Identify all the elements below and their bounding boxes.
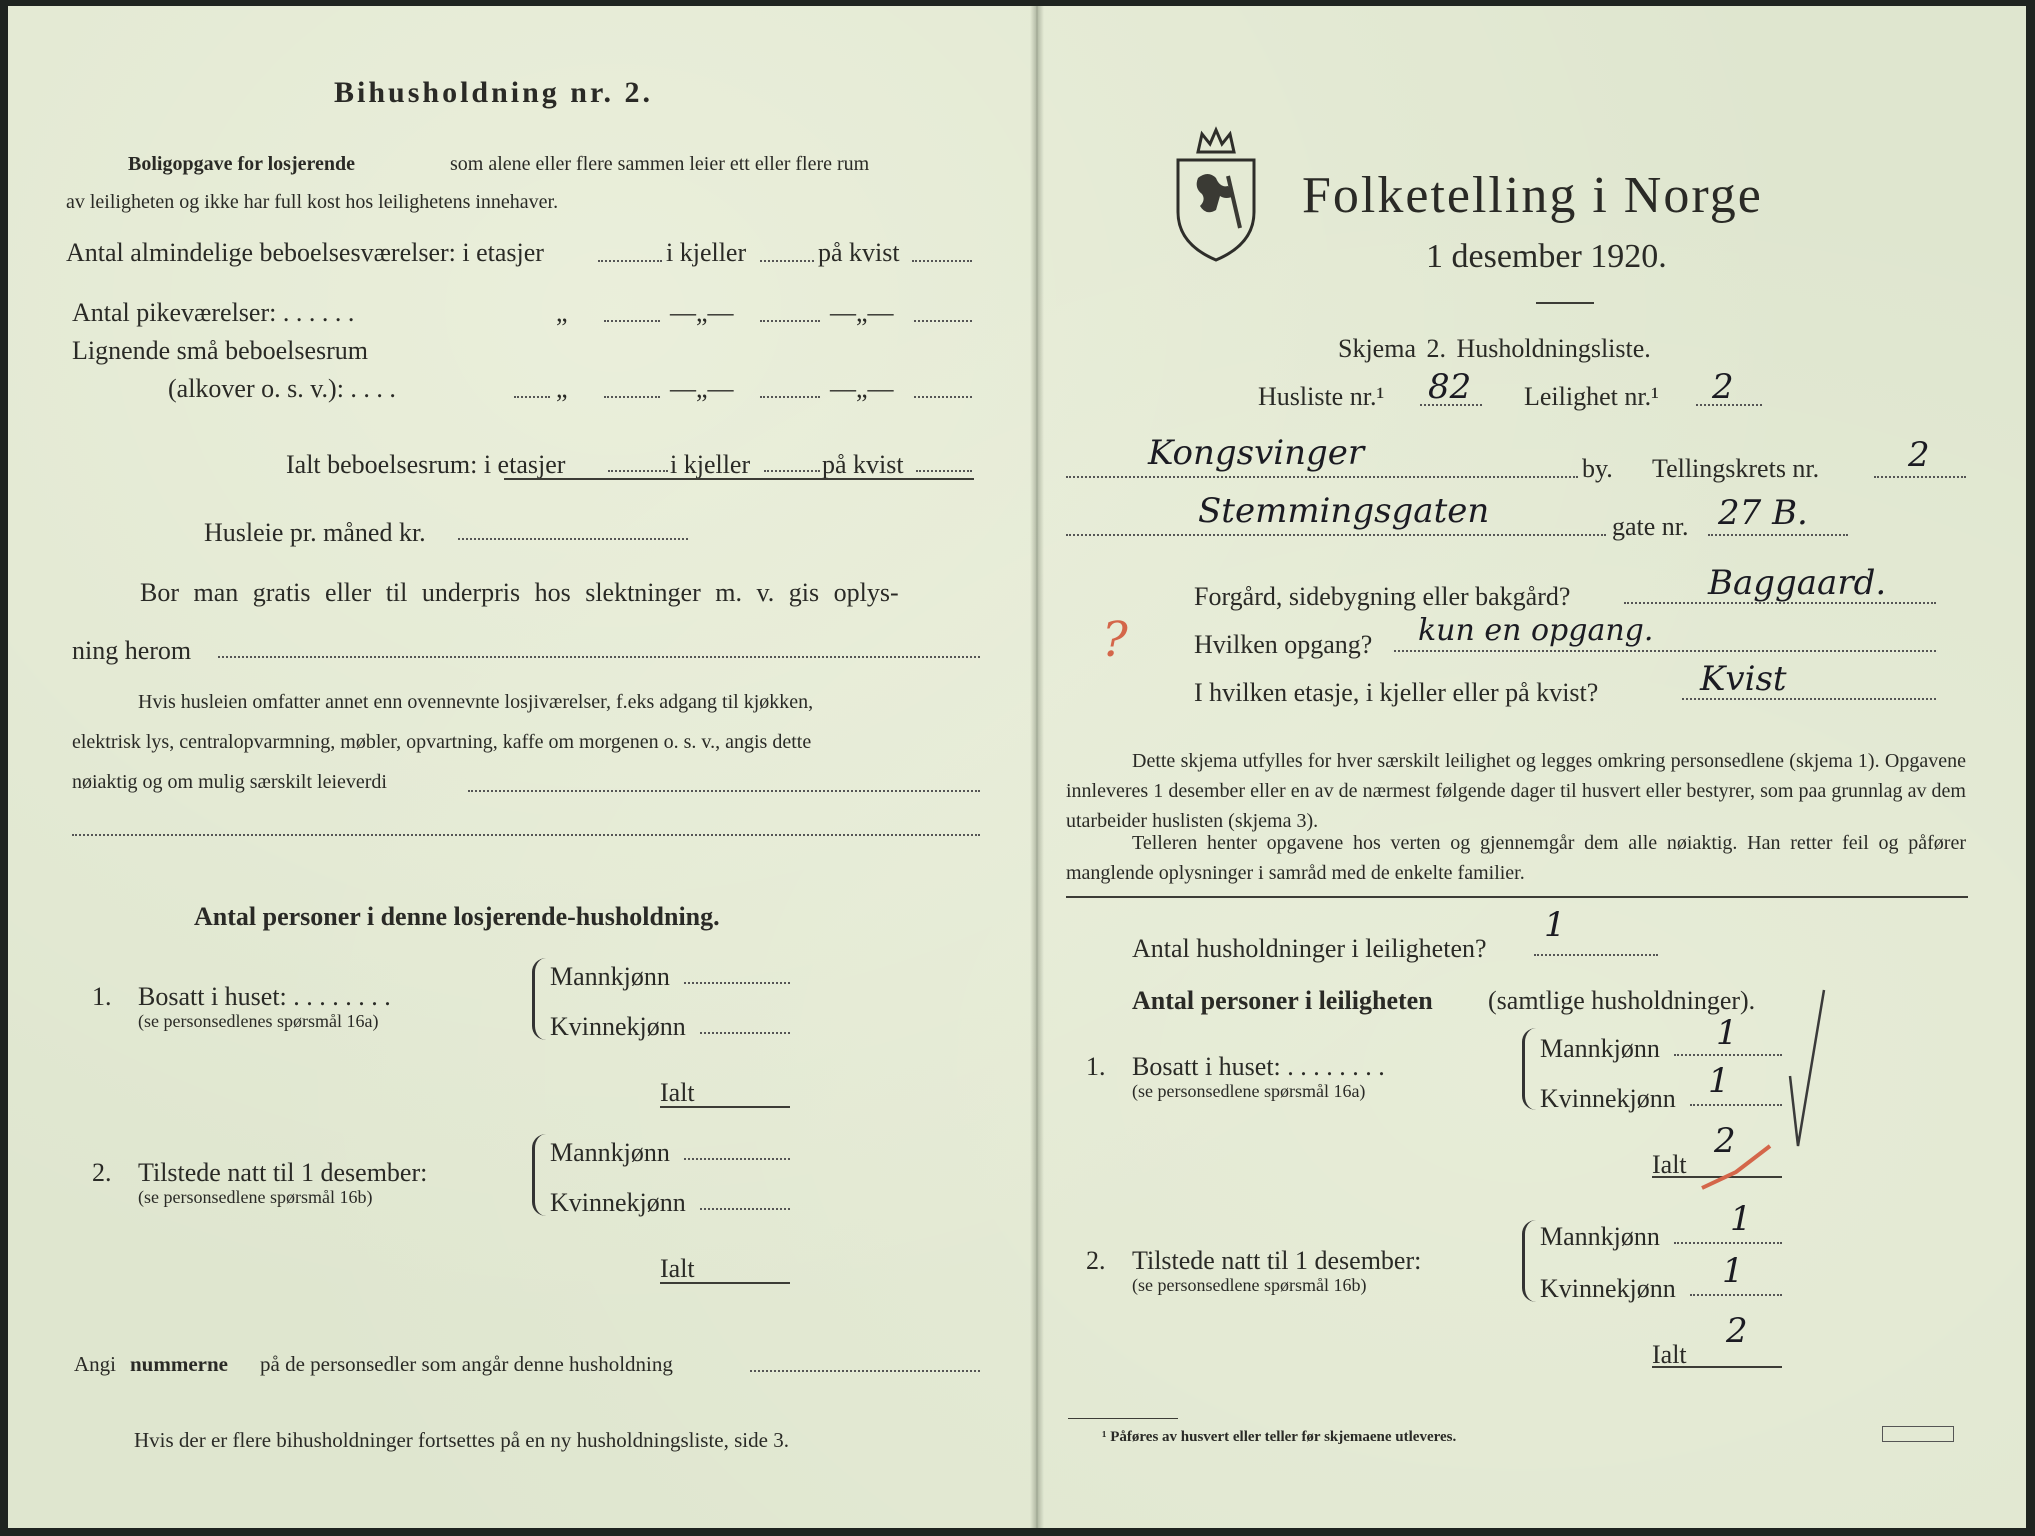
right-q2-kvinne: Kvinnekjønn [1540,1274,1676,1303]
right-q2-ialt: Ialt [1652,1340,1687,1369]
alkover-line-2 [760,396,820,398]
forgard-line [1624,602,1936,604]
ialt-rooms-kjeller: i kjeller [670,450,751,479]
right-q2-ialt-value: 2 [1726,1311,1748,1351]
right-title: Folketelling i Norge [1302,167,1763,224]
left-q1-brace [532,958,549,1040]
left-q1-mann-line [684,982,790,984]
left-footer: Hvis der er flere bihusholdninger fortsettes på en ny husholdningsliste, side 3. [134,1428,789,1452]
right-q2-kvinne-value: 1 [1722,1251,1744,1291]
right-q1-ref: (se personsedlene spørsmål 16a) [1132,1081,1366,1101]
left-q2-ialt-line [660,1282,790,1284]
alkover-ditto-2: —„— [670,374,734,403]
left-q2-label: Tilstede natt til 1 desember: [138,1158,428,1187]
right-q1-kvinne: Kvinnekjønn [1540,1084,1676,1113]
rooms-kvist-line [912,260,972,262]
ialt-rooms-label: Ialt beboelsesrum: i etasjer [286,450,566,479]
krets-line [1874,476,1966,478]
rent-label: Husleie pr. måned kr. [204,518,426,547]
left-q1-num: 1. [92,982,112,1011]
etasje-line [1682,698,1936,700]
etasje-label: I hvilken etasje, i kjeller eller på kvist? [1194,678,1599,707]
left-q2-kvinne: Kvinnekjønn [550,1188,686,1217]
right-q1-num: 1. [1086,1052,1106,1081]
right-q1-label: Bosatt i huset: . . . . . . . . [1132,1052,1385,1081]
page-fold [1030,6,1044,1528]
right-q2-ialt-line [1652,1366,1782,1368]
left-q1-kvinne: Kvinnekjønn [550,1012,686,1041]
left-q2-num: 2. [92,1158,112,1187]
rooms-kjeller-label: i kjeller [666,238,747,267]
norwegian-coat-of-arms-icon [1168,116,1264,266]
opgang-line [1394,650,1936,652]
etasje-value: Kvist [1700,659,1787,699]
krets-label: Tellingskrets nr. [1652,454,1820,483]
alkover-label: (alkover o. s. v.): . . . . [168,374,396,403]
rooms-kvist-label: på kvist [818,238,900,267]
date-rule [1536,302,1594,304]
alkover-line-3 [914,396,972,398]
by-line [1066,476,1578,478]
info-rule [1066,896,1968,898]
alkover-ditto: „ [556,374,568,403]
hush-line [1534,954,1658,956]
right-q1-kvinne-line [1690,1104,1782,1106]
forgard-label: Forgård, sidebygning eller bakgård? [1194,582,1571,611]
right-persons-rest: (samtlige husholdninger). [1488,986,1756,1015]
footnote-text: ¹ Påføres av husvert eller teller før skjemaene utleveres. [1102,1429,1457,1445]
ialt-rooms-kvist: på kvist [822,450,904,479]
rooms-kjeller-line [760,260,814,262]
red-check-mark [1696,1136,1776,1196]
leilighet-line [1696,404,1762,406]
husliste-label: Husliste nr.¹ [1258,382,1385,411]
gate-line [1066,534,1606,536]
forgard-value: Baggaard. [1708,563,1887,603]
alkover-line-1 [604,396,660,398]
hush-label: Antal husholdninger i leiligheten? [1132,934,1487,963]
gate-nr-value: 27 B. [1718,493,1808,533]
right-q1-mann-line [1674,1054,1782,1056]
intro-line2: av leiligheten og ikke har full kost hos leilighetens innehaver. [66,191,559,213]
census-form-sheet [8,6,2026,1528]
ialt-rooms-kvist-line [916,470,972,472]
gate-value: Stemmingsgaten [1198,491,1490,531]
intro-bold: Boligopgave for losjerende [128,153,356,175]
husliste-line [1420,404,1482,406]
leilighet-value: 2 [1712,367,1734,407]
krets-value: 2 [1908,435,1930,475]
pike-ditto: „ [556,298,568,327]
right-q2-mann-value: 1 [1730,1199,1752,1239]
intro-rest: som alene eller flere sammen leier ett eller flere rum [450,153,870,175]
right-q1-mann-value: 1 [1716,1013,1738,1053]
right-q2-num: 2. [1086,1246,1106,1275]
right-q1-ialt: Ialt [1652,1150,1687,1179]
angi-bold: nummerne [130,1352,228,1376]
right-q2-mann-line [1674,1242,1782,1244]
red-pencil-mark: ? [1102,612,1128,668]
right-q2-kvinne-line [1690,1294,1782,1296]
pike-line-3 [914,320,972,322]
right-date: 1 desember 1920. [1426,238,1667,275]
left-q2-brace [532,1134,549,1216]
right-q2-mann: Mannkjønn [1540,1222,1660,1251]
left-title: Bihusholdning nr. 2. [334,76,654,109]
left-q1-mann: Mannkjønn [550,962,670,991]
tick-mark [1784,986,1834,1156]
angi-pre: Angi [74,1352,116,1376]
extra-line2: elektrisk lys, centralopvarmning, møbler, opvartning, kaffe om morgenen o. s. v., angis dette [72,731,812,753]
left-q1-label: Bosatt i huset: . . . . . . . . [138,982,391,1011]
right-q1-mann: Mannkjønn [1540,1034,1660,1063]
pike-ditto-3: —„— [830,298,894,327]
angi-post: på de personsedler som angår denne husholdning [260,1352,673,1376]
husliste-value: 82 [1428,367,1472,407]
schema-label: Skjema 2. Husholdningsliste. [1338,334,1651,363]
right-q1-ialt-value: 2 [1714,1121,1736,1161]
left-q1-ialt-line [660,1106,790,1108]
alkover-line-0 [514,396,550,398]
left-q2-ref: (se personsedlene spørsmål 16b) [138,1187,373,1207]
left-q2-mann: Mannkjønn [550,1138,670,1167]
leilighet-label: Leilighet nr.¹ [1524,382,1659,411]
gratis-line [218,656,980,658]
left-q1-kvinne-line [700,1032,790,1034]
left-q2-ialt: Ialt [660,1254,695,1283]
extra-line1: Hvis husleien omfatter annet enn ovennevnte losjiværelser, f.eks adgang til kjøkken, [138,691,814,713]
alkover-ditto-3: —„— [830,374,894,403]
rooms-label: Antal almindelige beboelsesværelser: i etasjer [66,238,544,267]
opgang-value: kun en opgang. [1418,613,1654,648]
pike-line-2 [760,320,820,322]
footnote-rule [1068,1418,1178,1419]
printer-mark [1882,1426,1954,1442]
ialt-rooms-rule [504,478,974,480]
extra-line-2 [72,834,980,836]
right-q1-kvinne-value: 1 [1708,1061,1730,1101]
pike-ditto-2: —„— [670,298,734,327]
ialt-rooms-kjeller-line [764,470,820,472]
gratis-line2: ning herom [72,636,192,665]
left-q1-ref: (se personsedlenes spørsmål 16a) [138,1011,379,1031]
left-q2-mann-line [684,1158,790,1160]
right-q2-ref: (se personsedlene spørsmål 16b) [1132,1275,1367,1295]
left-q2-kvinne-line [700,1208,790,1210]
left-persons-heading: Antal personer i denne losjerende-husholdning. [194,902,720,931]
pike-label: Antal pikeværelser: . . . . . . [72,298,355,327]
hush-value: 1 [1544,905,1566,945]
by-value: Kongsvinger [1148,433,1365,473]
angi-line [750,1370,980,1372]
right-q1-brace [1522,1028,1539,1110]
right-q2-label: Tilstede natt til 1 desember: [1132,1246,1422,1275]
rooms-etasjer-line [598,260,662,262]
gratis-line1: Bor man gratis eller til underpris hos slektninger m. v. gis oplys- [140,578,899,607]
opgang-label: Hvilken opgang? [1194,630,1373,659]
info-paragraph-2: Telleren henter opgavene hos verten og gjennemgår dem alle nøiaktig. Han retter feil og påfører manglende oplysninger i samråd med de enkelte familier. [1066,832,1966,884]
left-q1-ialt: Ialt [660,1078,695,1107]
gate-nr-line [1708,534,1848,536]
right-q2-brace [1522,1220,1539,1302]
gate-label: gate nr. [1612,512,1689,541]
extra-line [468,790,980,792]
rent-line [458,538,688,540]
ialt-rooms-etasjer-line [608,470,668,472]
extra-line3: nøiaktig og om mulig særskilt leieverdi [72,771,387,793]
by-label: by. [1582,454,1613,483]
lignende-label: Lignende små beboelsesrum [72,336,369,365]
info-paragraph-1: Dette skjema utfylles for hver særskilt leilighet og legges omkring personsedlene (skjema 1). Opgavene innleveres 1 desember eller en av de nærmest følgende dager til husvert eller bestyrer, som paa grunnlag av dem utarbeider huslisten (skjema 3). [1066,750,1966,832]
pike-line-1 [604,320,660,322]
right-persons-bold: Antal personer i leiligheten [1132,986,1433,1015]
